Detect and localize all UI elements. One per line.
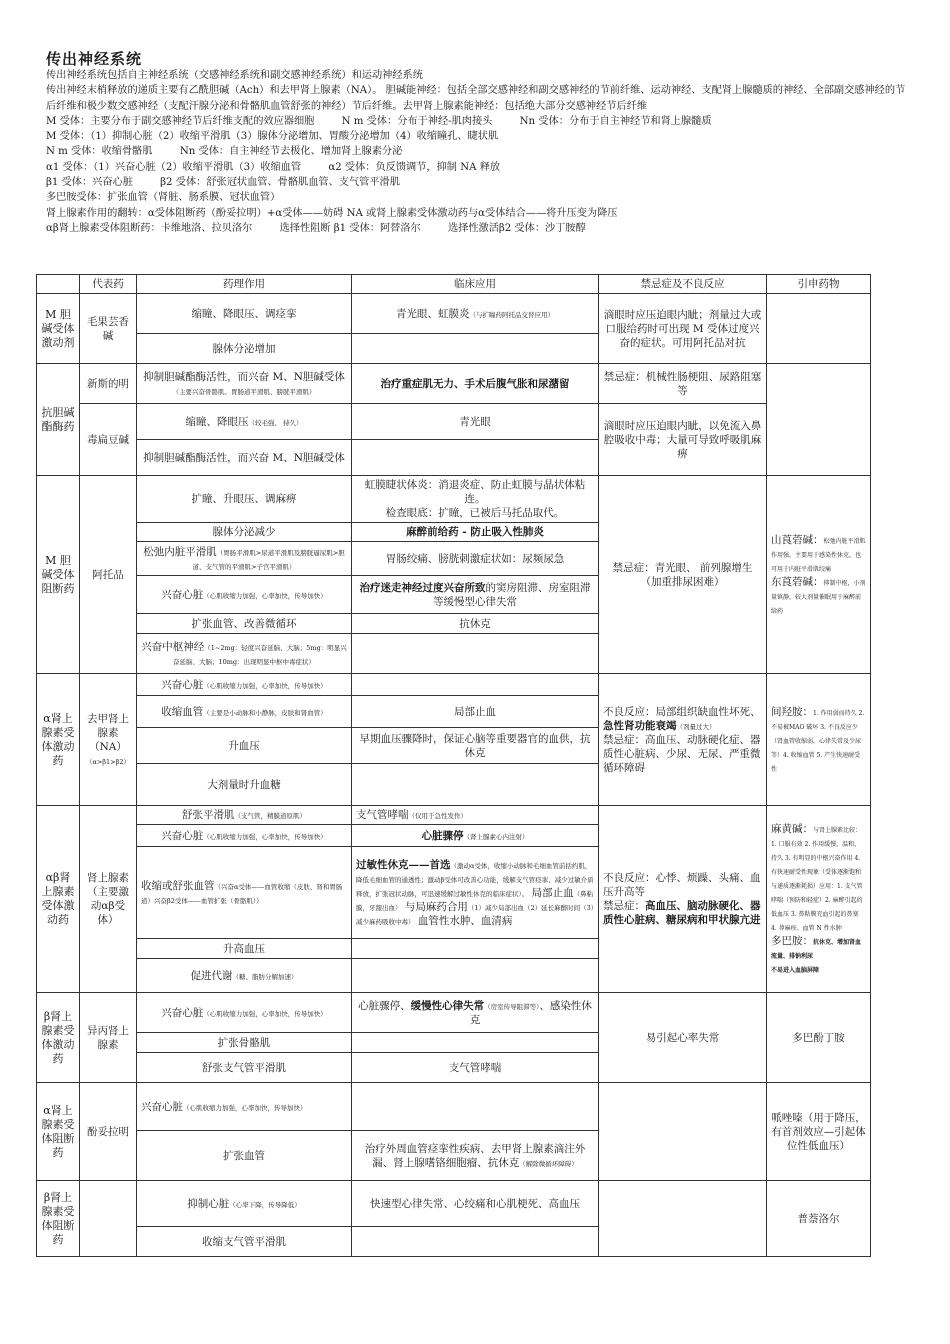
- effect-cell: 扩张血管、改善微循环: [137, 614, 352, 634]
- extension-drug: 麻黄碱：: [771, 823, 813, 835]
- effect-text: 抑制胆碱酯酶活性，而兴奋 M、N胆碱受体: [143, 370, 345, 383]
- clinical-text: 治疗迷走神经过度兴奋所致: [359, 581, 486, 594]
- extension-note: 松弛内脏平滑肌作用强，主要用于感染性休克，也可用于内脏平滑肌绞痛: [771, 537, 866, 573]
- class-cell: 抗胆碱酯酶药: [37, 364, 80, 476]
- extension-cell: 多巴酚丁胺: [767, 993, 871, 1083]
- intro-notes: [46, 68, 912, 236]
- effect-cell: 大剂量时升血糖: [137, 764, 352, 806]
- drug-table: [36, 274, 871, 1257]
- clinical-note: （激动α受体，收缩小动脉和毛细血管前括约肌，降低毛细血管的通透性；激动β受体可改善心功能，缓解支气管痉挛，减少过敏介质释放，扩张冠状动脉，可迅速缓解过敏性休克的临床症状）。: [356, 861, 594, 898]
- header-cell: 代表药: [80, 275, 137, 294]
- adverse-cell: 滴眼时应压迫眼内眦；剂量过大或口服给药时可出现 M 受体过度兴奋的症状。可用阿托品对抗: [599, 294, 767, 364]
- class-cell: M 胆碱受体阻断药: [37, 476, 80, 674]
- clinical-note: （房室传导阻滞等）: [484, 1002, 540, 1011]
- clinical-cell: [352, 764, 599, 806]
- effect-cell: [137, 576, 352, 614]
- table-row: [37, 674, 871, 696]
- effect-cell: [137, 696, 352, 728]
- adverse-cell: 禁忌症：机械性肠梗阻、尿路阻塞等: [599, 364, 767, 404]
- effect-text: 兴奋心脏: [161, 588, 204, 601]
- drug-cell: 阿托品: [80, 476, 137, 674]
- effect-cell: 扩瞳、升眼压、调麻痹: [137, 476, 352, 523]
- drug-cell: 毛果芸香碱: [80, 294, 137, 364]
- clinical-cell: [352, 334, 599, 364]
- effect-cell: 缩瞳、降眼压、调痉挛: [137, 294, 352, 334]
- clinical-text: 血管性水肿、血清病: [417, 914, 513, 927]
- dopamine-line: 多巴胺受体：扩张血管（肾脏、肠系膜、冠状血管）: [46, 192, 281, 204]
- clinical-cell: 治疗重症肌无力、手术后腹气胀和尿潴留: [352, 364, 599, 404]
- effect-cell: [137, 1181, 352, 1227]
- table-row: [37, 1181, 871, 1227]
- header-cell: 引申药物: [767, 275, 871, 294]
- extension-cell: [767, 476, 871, 674]
- clinical-cell: 支气管哮喘: [352, 1053, 599, 1083]
- effect-cell: [137, 404, 352, 440]
- clinical-text: 检查眼底：扩瞳，已被后马托品取代。: [385, 507, 565, 519]
- clinical-cell: [352, 847, 599, 939]
- class-cell: α肾上腺素受体激动药: [37, 674, 80, 806]
- receptor-distribution-line: [46, 114, 912, 129]
- clinical-cell: [352, 825, 599, 847]
- adverse-text: 高血压、脑动脉硬化、器质性心脏病、糖尿病和甲状腺亢进: [603, 900, 761, 926]
- effect-text: 兴奋心脏: [161, 678, 204, 691]
- clinical-note: （鼻粘膜，牙龈出血）: [356, 889, 594, 912]
- m-receptor-text: M 受体：主要分布于副交感神经节后纤维支配的效应器细胞: [46, 115, 315, 127]
- table-row: [37, 993, 871, 1033]
- extension-cell: 普萘洛尔: [767, 1181, 871, 1257]
- adverse-text: 急性肾功能衰竭: [603, 719, 677, 732]
- effect-note: （主要兴奋骨骼肌、胃肠道平滑肌、膀胱平滑肌）: [172, 387, 316, 396]
- drug-cell: [80, 1181, 137, 1257]
- clinical-note: （与扩瞳药阿托品交替应用）: [469, 310, 554, 319]
- extension-cell: 哌唑嗪（用于降压，有首剂效应—引起体位性低血压）: [767, 1083, 871, 1181]
- extension-drug: 多巴胺：: [771, 935, 813, 947]
- clinical-text: 心脏骤停、: [358, 999, 411, 1012]
- drug-cell: 新斯的明: [80, 364, 137, 404]
- effect-cell: 扩张骨骼肌: [137, 1033, 352, 1053]
- effect-note: （心肌收缩力加强，心率加快，传导加快）: [203, 681, 327, 690]
- adverse-note: （剂量过大）: [676, 722, 716, 731]
- table-row: [37, 476, 871, 523]
- effect-note: （心肌收缩力加强，心率加快，传导加快）: [183, 1103, 307, 1112]
- table-row: [37, 294, 871, 334]
- extension-cell: [767, 364, 871, 476]
- drug-cell: 肾上腺素（主要激动αβ受体）: [80, 806, 137, 993]
- clinical-cell: 局部止血: [352, 696, 599, 728]
- effect-text: 兴奋心脏: [161, 1006, 204, 1019]
- clinical-cell: [352, 959, 599, 993]
- clinical-text: 治疗外周血管痉挛性疾病、去甲肾上腺素滴注外漏、肾上腺嗜铬细胞瘤、抗休克: [364, 1142, 586, 1169]
- reversal-line: 肾上腺素作用的翻转：α受体阻断药（酚妥拉明）+α受体——妨碍 NA 或肾上腺素受体激动药与α受体结合——将升压变为降压: [46, 207, 618, 219]
- extension-note: 1. 作用弱而持久 2. 不易被MAO 破坏 3. 不良反应少（肾血管收缩弱，心律失常及少尿等）4. 收缩血管 5. 产生快速耐受性: [771, 709, 865, 773]
- clinical-text: 局部止血: [531, 886, 574, 899]
- m-effects-line: M 受体：（1）抑制心脏（2）收缩平滑肌（3）腺体分泌增加、胃酸分泌增加（4）收缩瞳孔、睫状肌: [46, 131, 499, 143]
- adverse-cell: [599, 674, 767, 806]
- effect-cell: [137, 542, 352, 576]
- class-cell: β肾上腺素受体激动药: [37, 993, 80, 1083]
- clinical-cell: [352, 1131, 599, 1181]
- clinical-note: （解除微循环障碍）: [519, 1159, 578, 1168]
- clinical-note: （仅用于急性发作）: [408, 812, 467, 820]
- clinical-text: 、感染性休克: [469, 999, 592, 1026]
- effect-cell: [137, 806, 352, 825]
- effect-cell: 收缩支气管平滑肌: [137, 1227, 352, 1257]
- extension-drug: 东莨菪碱：: [771, 575, 824, 588]
- clinical-cell: [352, 294, 599, 334]
- blocker-line: [46, 221, 912, 236]
- effect-note: （心肌收缩力加强，心率加快，传导加快）: [203, 1009, 327, 1018]
- clinical-cell: [352, 1227, 599, 1257]
- table-header-row: [37, 275, 871, 294]
- clinical-cell: 青光眼: [352, 404, 599, 440]
- extension-cell: [767, 294, 871, 364]
- alpha-effects-line: [46, 160, 912, 175]
- adverse-cell: [599, 1083, 767, 1181]
- b1-text: β1 受体：兴奋心脏: [46, 177, 133, 189]
- effect-cell: [137, 847, 352, 939]
- effect-text: 抑制心脏: [187, 1197, 230, 1210]
- effect-note: （糖、脂肪分解加速）: [232, 972, 298, 981]
- clinical-cell: [352, 806, 599, 825]
- clinical-text: 青光眼、虹膜炎: [396, 307, 470, 320]
- b2-agonist-text: 选择性激活β2 受体：沙丁胺醇: [447, 222, 586, 234]
- drug-cell: 异丙肾上腺素: [80, 993, 137, 1083]
- intro-line: 传出神经系统包括自主神经系统（交感神经系统和副交感神经系统）和运动神经系统: [46, 70, 423, 81]
- clinical-cell: [352, 993, 599, 1033]
- intro-paragraph: 传出神经末梢释放的递质主要有乙酰胆碱（Ach）和去甲肾上腺素（NA）。 胆碱能神经：包括全部交感神经和副交感神经的节前纤维、运动神经、支配肾上腺髓质的神经、全部副交感神经的节后纤维和极少数交感神经（支配汗腺分泌和骨骼肌血管舒张的神经）节后纤维。去甲肾上腺素能神经：包括绝大部分交感神经节后纤维: [46, 85, 906, 112]
- extension-drug: 间羟胺：: [771, 705, 813, 718]
- clinical-text: 支气管哮喘: [356, 809, 409, 821]
- effect-text: 缩瞳、降眼压: [185, 415, 249, 428]
- extension-note: 与肾上腺素比较：1. 口服有效 2. 作用缓慢、温和、持久 3. 有明显的中枢兴奋作用 4. 有快速耐受性现象（受体逐渐饱和与递质逐渐耗损）应用：1. 支气管哮喘（预防和轻症）2. 麻醉引起的低血压 3. 鼻粘膜充血引起的鼻塞 4. 荨麻疹、血管 N 性水肿: [771, 827, 863, 932]
- table-row: [37, 1083, 871, 1131]
- clinical-cell: [352, 476, 599, 523]
- header-cell: 药理作用: [137, 275, 352, 294]
- effect-cell: [137, 993, 352, 1033]
- adverse-cell: [599, 806, 767, 993]
- class-cell: β肾上腺素受体阻断药: [37, 1181, 80, 1257]
- effect-cell: 升血压: [137, 728, 352, 764]
- extension-note: 不易进入血脑屏障: [771, 967, 820, 974]
- adverse-text: 不良反应：局部组织缺血性坏死、: [603, 705, 761, 718]
- effect-text: 促进代谢: [190, 969, 233, 982]
- effect-cell: 舒张支气管平滑肌: [137, 1053, 352, 1083]
- effect-note: （心率下降，传导降低）: [229, 1200, 301, 1209]
- drug-note: （α>β1>β2）: [85, 757, 131, 766]
- extension-drug: 山莨菪碱：: [771, 533, 824, 546]
- effect-cell: [137, 825, 352, 847]
- effect-note: （较毛强、 持久）: [248, 418, 303, 427]
- effect-cell: [137, 959, 352, 993]
- clinical-cell: 快速型心律失常、心绞痛和心肌梗死、高血压: [352, 1181, 599, 1227]
- adverse-cell: 滴眼时应压迫眼内眦，以免流入鼻腔吸收中毒；大量可导致呼吸肌麻痹: [599, 404, 767, 476]
- b2-text: β2 受体：舒张冠状血管、骨骼肌血管、支气管平滑肌: [160, 177, 400, 189]
- clinical-text: 心脏骤停: [421, 829, 464, 842]
- nn-receptor-text: Nn 受体：分布于自主神经节和肾上腺髓质: [519, 115, 712, 127]
- clinical-cell: [352, 1033, 599, 1053]
- effect-note: （心肌收缩力加强，心率加快，传导加快）: [203, 591, 327, 600]
- effect-text: 收缩血管: [161, 705, 204, 718]
- clinical-text: 与局麻药合用: [404, 900, 468, 913]
- clinical-cell: 抗休克: [352, 614, 599, 634]
- effect-cell: [137, 634, 352, 674]
- drug-cell: [80, 674, 137, 806]
- page-title: 传出神经系统: [46, 50, 143, 68]
- extension-cell: [767, 674, 871, 806]
- a1-text: α1 受体：（1）兴奋心脏（2）收缩平滑肌（3）收缩血管: [46, 161, 302, 173]
- effect-cell: 抑制胆碱酯酶活性，而兴奋 M、N胆碱受体: [137, 440, 352, 476]
- effect-text: 兴奋心脏: [141, 1100, 183, 1113]
- effect-text: 松弛内脏平滑肌: [143, 545, 217, 558]
- adverse-text: 禁忌症：: [603, 900, 645, 912]
- effect-cell: [137, 1083, 352, 1131]
- effect-note: （胃肠平滑肌>尿道平滑肌及膀胱逼尿肌>胆道、支气管的平滑肌>子宫平滑肌）: [192, 548, 345, 571]
- beta-effects-line: [46, 175, 912, 190]
- adverse-cell: 禁忌症：青光眼、 前列腺增生（加重排尿困难）: [599, 476, 767, 674]
- header-cell: 临床应用: [352, 275, 599, 294]
- a2-text: α2 受体：负反馈调节，抑制 NA 释放: [328, 161, 501, 173]
- clinical-cell: [352, 674, 599, 696]
- class-cell: M 胆碱受体激动剂: [37, 294, 80, 364]
- effect-note: （心肌收缩力加强，心率加快，传导加快）: [203, 832, 327, 841]
- effect-cell: [137, 364, 352, 404]
- clinical-cell: [352, 634, 599, 674]
- clinical-cell: [352, 939, 599, 959]
- clinical-text: 过敏性休克——首选: [356, 858, 451, 871]
- clinical-cell: [352, 1083, 599, 1131]
- drug-cell: 毒扁豆碱: [80, 404, 137, 476]
- clinical-text: 缓慢性心律失常: [410, 999, 485, 1012]
- adverse-text: 不良反应：心悸、烦躁、头痛、血压升高等: [603, 872, 761, 898]
- clinical-text: 虹膜睫状体炎：消退炎症、防止虹膜与晶状体粘连。: [364, 479, 586, 505]
- header-cell: 禁忌症及不良反应: [599, 275, 767, 294]
- clinical-note: （1）减少局部出血（2）延长麻醉时间（3）减少麻药吸收中毒）: [356, 903, 595, 926]
- table-row: [37, 364, 871, 404]
- header-cell: [37, 275, 80, 294]
- table-row: [37, 404, 871, 440]
- effect-text: 兴奋中枢神经: [141, 640, 205, 653]
- effect-cell: 升高血压: [137, 939, 352, 959]
- class-cell: αβ肾上腺素受体激动药: [37, 806, 80, 993]
- drug-cell: 酚妥拉明: [80, 1083, 137, 1181]
- effect-note: （主要是小动脉和小静脉，皮肤和肾血管）: [203, 708, 327, 717]
- effect-text: 兴奋心脏: [161, 829, 204, 842]
- n-effects-line: [46, 144, 912, 159]
- adverse-text: 禁忌症：高血压、动脉硬化症、器质性心脏病、少尿、无尿、严重微循环障碍: [603, 733, 761, 774]
- effect-cell: 扩张血管: [137, 1131, 352, 1181]
- clinical-cell: [352, 440, 599, 476]
- extension-cell: [767, 806, 871, 993]
- effect-cell: 腺体分泌减少: [137, 523, 352, 542]
- table-row: [37, 806, 871, 825]
- clinical-note: （肾上腺素心内注射）: [463, 832, 529, 841]
- clinical-cell: 胃肠绞痛、膀胱刺激症状如：尿频尿急: [352, 542, 599, 576]
- effect-note: （1~2mg：轻度兴奋延脑、大脑；5mg：明显兴奋延脑、大脑；10mg：出现明显中枢中毒症状）: [172, 643, 347, 666]
- nm-receptor-text: N m 受体：分布于神经-肌肉接头: [341, 115, 493, 127]
- drug-text: 去甲肾上腺素（NA）: [87, 712, 129, 753]
- nm-effect-text: N m 受体：收缩骨骼肌: [46, 146, 153, 158]
- clinical-cell: 麻醉前给药 - 防止吸入性肺炎: [352, 523, 599, 542]
- b1-blocker-text: 选择性阻断 β1 受体：阿替洛尔: [279, 222, 421, 234]
- effect-text: 舒张平滑肌: [182, 809, 235, 821]
- effect-note: （支气管，精膜道原肌）: [234, 812, 306, 820]
- extension-note: 抑制中枢，小剂量镇静，较大剂量催眠用于麻醉前给药: [771, 579, 866, 615]
- effect-note: （兴奋α受体——血管收缩（皮肤、肾和胃肠道）兴奋β2受体——血管扩张（骨骼肌））: [141, 882, 343, 905]
- effect-cell: [137, 674, 352, 696]
- extension-note: 抗休克、增加肾血流量、排钠利尿: [771, 939, 862, 960]
- effect-text: 收缩或舒张血管: [141, 879, 215, 892]
- adverse-cell: 易引起心率失常: [599, 993, 767, 1083]
- clinical-cell: [352, 576, 599, 614]
- clinical-text: 的窦房阻滞、房室阻滞等缓慢型心律失常: [433, 581, 591, 608]
- nn-effect-text: Nn 受体：自主神经节去极化、增加肾上腺素分泌: [179, 146, 403, 158]
- adverse-cell: [599, 1181, 767, 1257]
- class-cell: α肾上腺素受体阻断药: [37, 1083, 80, 1181]
- clinical-cell: 早期血压骤降时，保证心脑等重要器官的血供，抗休克: [352, 728, 599, 764]
- effect-cell: 腺体分泌增加: [137, 334, 352, 364]
- ab-blocker-text: αβ肾上腺素受体阻断药：卡维地洛、拉贝洛尔: [46, 222, 253, 234]
